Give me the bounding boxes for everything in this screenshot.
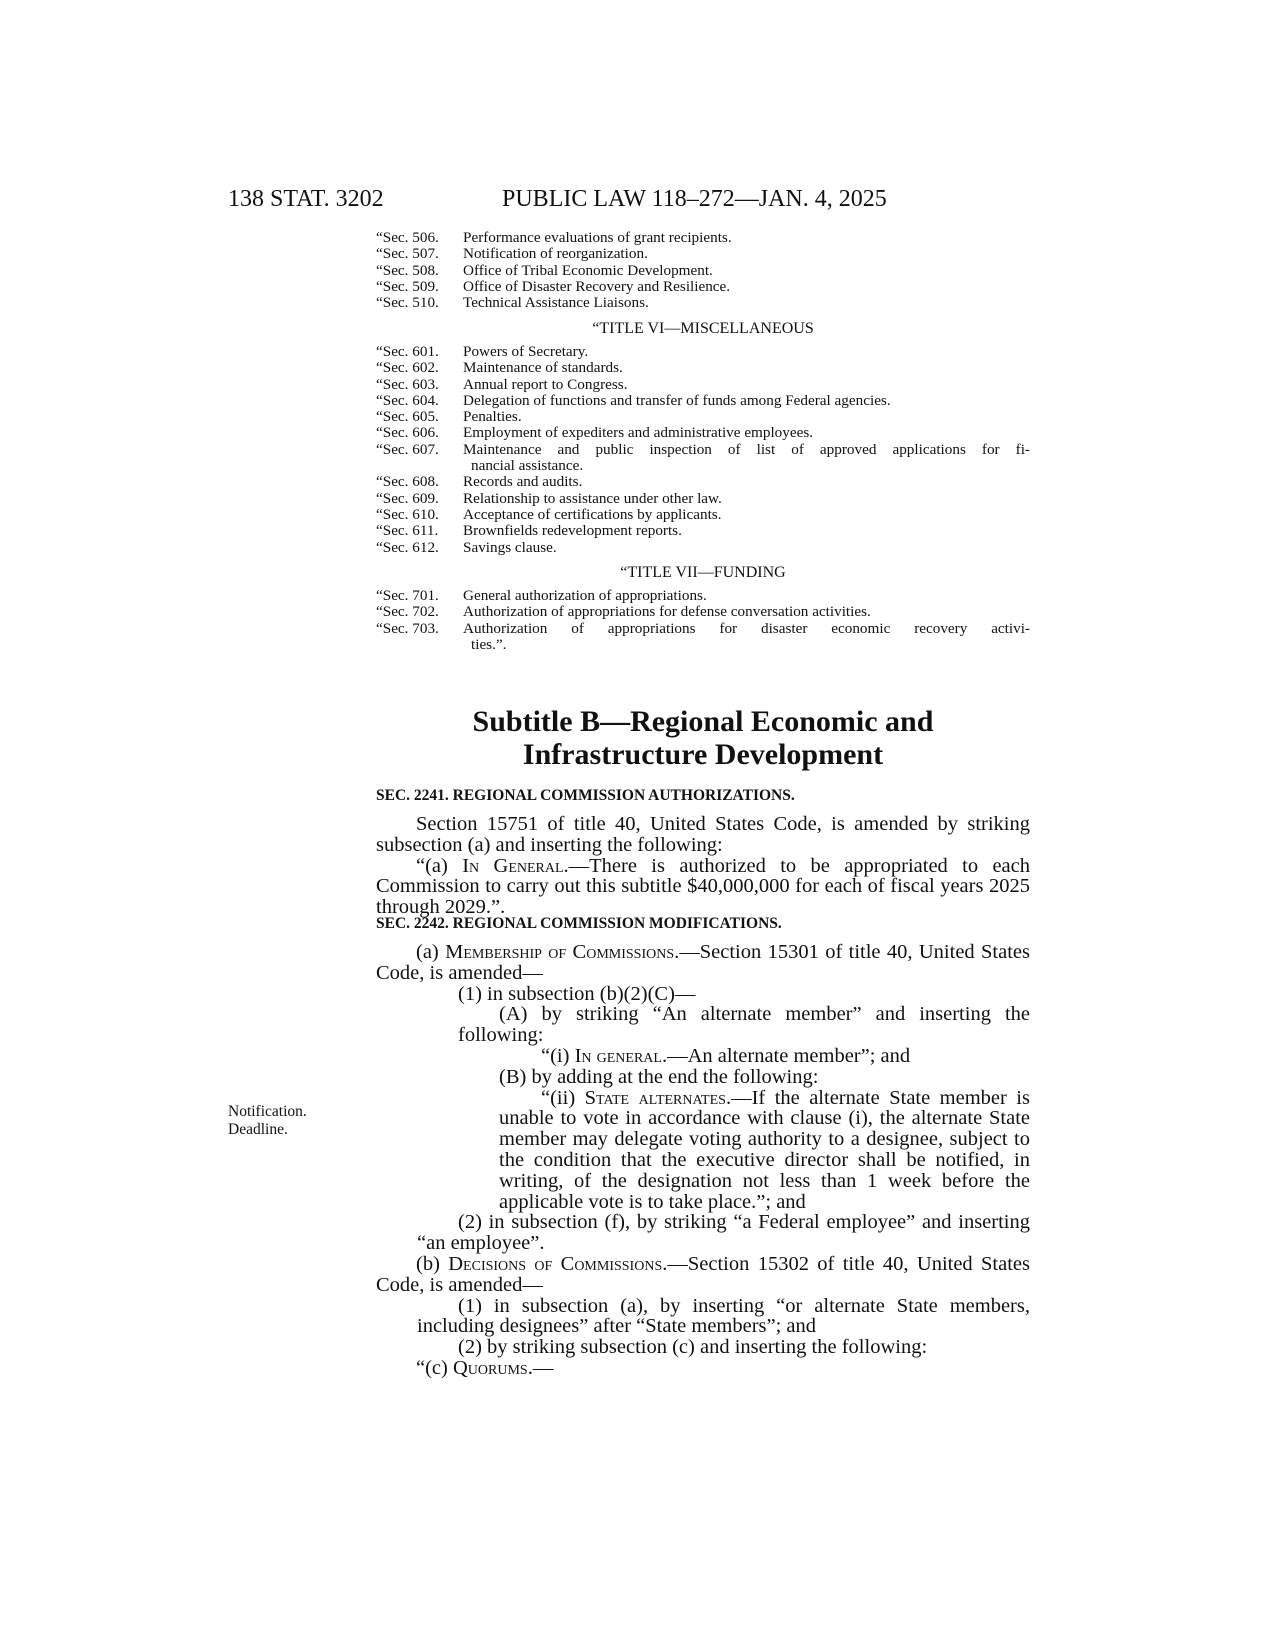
paragraph-a1: (1) in subsection (b)(2)(C)—	[458, 982, 696, 1005]
toc-entry: “Sec. 610. Acceptance of certifications by applicants.	[376, 505, 722, 523]
toc-title-v-continued	[376, 230, 1030, 311]
toc-entry: “Sec. 508. Office of Tribal Economic Development.	[376, 261, 713, 279]
toc-entry: “Sec. 611. Brownfields redevelopment reports.	[376, 522, 682, 540]
toc-title-vii	[376, 588, 1030, 653]
stat-page-number: 138 STAT. 3202	[228, 186, 384, 212]
section-2242-body	[376, 942, 1030, 1379]
toc-entry: “Sec. 603. Annual report to Congress.	[376, 375, 628, 393]
clause-i: “(i) In general.—An alternate member”; and	[541, 1044, 911, 1067]
toc-entry: “Sec. 506. Performance evaluations of grant recipients.	[376, 229, 732, 246]
toc-entry: “Sec. 507. Notification of reorganization.	[376, 245, 648, 263]
paragraph: “(a) In General.—There is authorized to be appropriated to each Commission to carry out this subtitle $40,000,000 for each of fiscal years 2025 through 2029.”.	[376, 854, 1030, 919]
subparagraph-a-A: (A) by striking “An alternate member” and inserting the following:	[458, 1003, 1030, 1047]
toc-entry: “Sec. 702. Authorization of appropriations for defense conversation activities.	[376, 603, 871, 621]
toc-entry: “Sec. 703. Authorization of appropriations for disaster economic recovery activi-	[376, 619, 1030, 637]
paragraph-b1: (1) in subsection (a), by inserting “or alternate State members, including designees” after “State members”; and	[417, 1294, 1030, 1338]
toc-entry: “Sec. 606. Employment of expediters and administrative employees.	[376, 424, 814, 442]
toc-entry: “Sec. 601. Powers of Secretary.	[376, 343, 589, 360]
section-2241-body	[376, 814, 1030, 918]
toc-entry: “Sec. 701. General authorization of appropriations.	[376, 587, 707, 604]
toc-entry-continuation: ties.”.	[471, 635, 507, 653]
toc-title-vi	[376, 344, 1030, 556]
section-2241-heading: SEC. 2241. REGIONAL COMMISSION AUTHORIZATIONS.	[376, 787, 795, 804]
margin-note-notification: Notification.	[228, 1103, 307, 1120]
toc-entry: “Sec. 604. Delegation of functions and transfer of funds among Federal agencies.	[376, 391, 891, 409]
clause-ii: “(ii) State alternates.—If the alternate State member is unable to vote in accordance with clause (i), the alternate State member may delegate voting authority to a designee, subject to the condition that the executive director shall be notified, in writing, of the designation not less than 1 week before the applicable vote is to take place.”; and	[499, 1086, 1030, 1213]
toc-entry: “Sec. 609. Relationship to assistance under other law.	[376, 489, 722, 507]
toc-entry: “Sec. 509. Office of Disaster Recovery and Resilience.	[376, 277, 731, 295]
toc-entry: “Sec. 612. Savings clause.	[376, 538, 557, 556]
subsection-c: “(c) Quorums.—	[416, 1356, 554, 1379]
toc-entry: “Sec. 602. Maintenance of standards.	[376, 359, 623, 377]
subsection-b: (b) Decisions of Commissions.—Section 15302 of title 40, United States Code, is amended—	[376, 1252, 1030, 1296]
margin-notes	[228, 1103, 307, 1138]
toc-entry: “Sec. 605. Penalties.	[376, 408, 522, 426]
toc-entry-continuation: nancial assistance.	[471, 457, 584, 475]
toc-entry: “Sec. 510. Technical Assistance Liaisons.	[376, 294, 649, 312]
toc-title-vii-heading: “TITLE VII—FUNDING	[620, 564, 786, 581]
margin-note-deadline: Deadline.	[228, 1120, 288, 1138]
paragraph: Section 15751 of title 40, United States Code, is amended by striking subsection (a) and inserting the following:	[376, 813, 1030, 856]
running-head: PUBLIC LAW 118–272—JAN. 4, 2025	[502, 186, 887, 212]
paragraph-b2: (2) by striking subsection (c) and inserting the following:	[458, 1336, 928, 1359]
toc-title-vi-heading: “TITLE VI—MISCELLANEOUS	[592, 320, 814, 337]
paragraph-a2: (2) in subsection (f), by striking “a Federal employee” and inserting “an employee”.	[417, 1211, 1030, 1255]
subsection-a: (a) Membership of Commissions.—Section 15301 of title 40, United States Code, is amended—	[376, 941, 1030, 984]
section-2242-heading: SEC. 2242. REGIONAL COMMISSION MODIFICATIONS.	[376, 915, 782, 932]
subparagraph-a-B: (B) by adding at the end the following:	[499, 1065, 819, 1088]
toc-entry: “Sec. 608. Records and audits.	[376, 473, 583, 491]
subtitle-heading: Subtitle B—Regional Economic and Infrastructure Development	[472, 705, 934, 771]
toc-entry: “Sec. 607. Maintenance and public inspection of list of approved applications for fi-	[376, 440, 1030, 458]
